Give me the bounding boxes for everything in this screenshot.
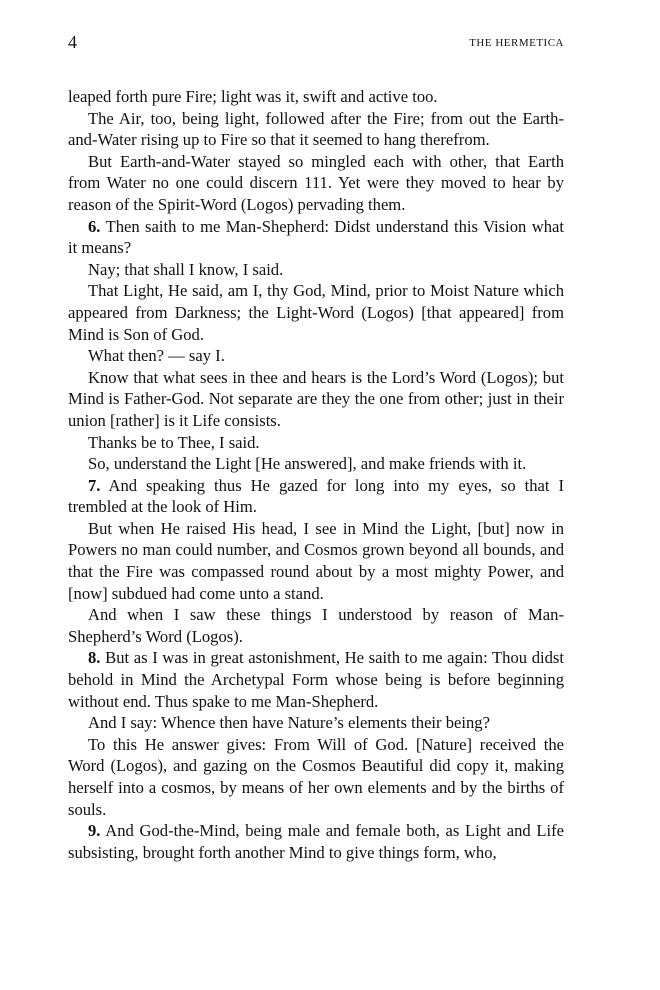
- paragraph: [68, 151, 564, 216]
- paragraph-text: That Light, He said, am I, thy God, Mind, prior to Moist Nature which appeared from Darkness; the Light-Word (Logos) [that appeared] from Mind is Son of God.: [68, 281, 564, 344]
- running-head: [68, 30, 564, 56]
- section-number: 6.: [88, 216, 101, 236]
- paragraph-text: The Air, too, being light, followed after the Fire; from out the Earth-and-Water rising up to Fire so that it seemed to hang therefrom.: [68, 108, 564, 150]
- paragraph: [68, 518, 564, 604]
- running-title: THE HERMETICA: [469, 37, 564, 49]
- body-text: [68, 86, 564, 863]
- paragraph: [68, 712, 564, 734]
- paragraph-text: And when I saw these things I understood by reason of Man-Shepherd’s Word (Logos).: [68, 605, 564, 646]
- paragraph: [68, 259, 564, 281]
- paragraph: [68, 734, 564, 820]
- section-paragraph: [68, 216, 564, 259]
- page-number: 4: [68, 32, 77, 52]
- paragraph-text: And I say: Whence then have Nature’s elements their being?: [88, 713, 490, 733]
- paragraph: [68, 108, 564, 151]
- paragraph-text: Know that what sees in thee and hears is the Lord’s Word (Logos); but Mind is Father-God. Not separate are they the one from other; just in their union [rather] is it Life consists.: [68, 367, 564, 430]
- paragraph: [68, 280, 564, 345]
- section-paragraph: [68, 820, 564, 863]
- paragraph-text: leaped forth pure Fire; light was it, swift and active too.: [68, 87, 438, 106]
- paragraph-text: But Earth-and-Water stayed so mingled each with other, that Earth from Water no one could discern 111. Yet were they moved to hear by reason of the Spirit-Word (Logos) pervading them.: [68, 151, 564, 214]
- section-paragraph: [68, 647, 564, 712]
- paragraph-text: And speaking thus He gazed for long into my eyes, so that I trembled at the look of Him.: [68, 475, 565, 517]
- paragraph-text: But as I was in great astonishment, He saith to me again: Thou didst behold in Mind the Archetypal Form whose being is before beginning without end. Thus spake to me Man-Shepherd.: [68, 648, 565, 711]
- paragraph: [68, 345, 564, 367]
- book-page: [68, 30, 564, 863]
- section-paragraph: [68, 475, 564, 518]
- paragraph: [68, 367, 564, 432]
- paragraph: [68, 453, 564, 475]
- paragraph-text: Thanks be to Thee, I said.: [88, 432, 260, 452]
- paragraph-text: To this He answer gives: From Will of God. [Nature] received the Word (Logos), and gazing on the Cosmos Beautiful did copy it, making herself into a cosmos, by means of her own elements and by the births of souls.: [68, 734, 564, 819]
- paragraph-text: So, understand the Light [He answered], and make friends with it.: [88, 454, 527, 474]
- section-number: 8.: [88, 648, 101, 668]
- paragraph-text: Then saith to me Man-Shepherd: Didst understand this Vision what it means?: [68, 216, 564, 258]
- paragraph: [68, 604, 564, 647]
- section-number: 9.: [88, 821, 101, 841]
- paragraph: [68, 432, 564, 454]
- paragraph-text: What then? — say I.: [88, 346, 225, 366]
- paragraph: [68, 86, 564, 108]
- paragraph-text: But when He raised His head, I see in Mind the Light, [but] now in Powers no man could number, and Cosmos grown beyond all bounds, and that the Fire was compassed round about by a most mighty Power, and [now] subdued had come unto a stand.: [68, 518, 564, 603]
- paragraph-text: Nay; that shall I know, I said.: [88, 259, 284, 279]
- paragraph-text: And God-the-Mind, being male and female both, as Light and Life subsisting, brought forth another Mind to give things form, who,: [68, 821, 564, 862]
- section-number: 7.: [88, 475, 101, 495]
